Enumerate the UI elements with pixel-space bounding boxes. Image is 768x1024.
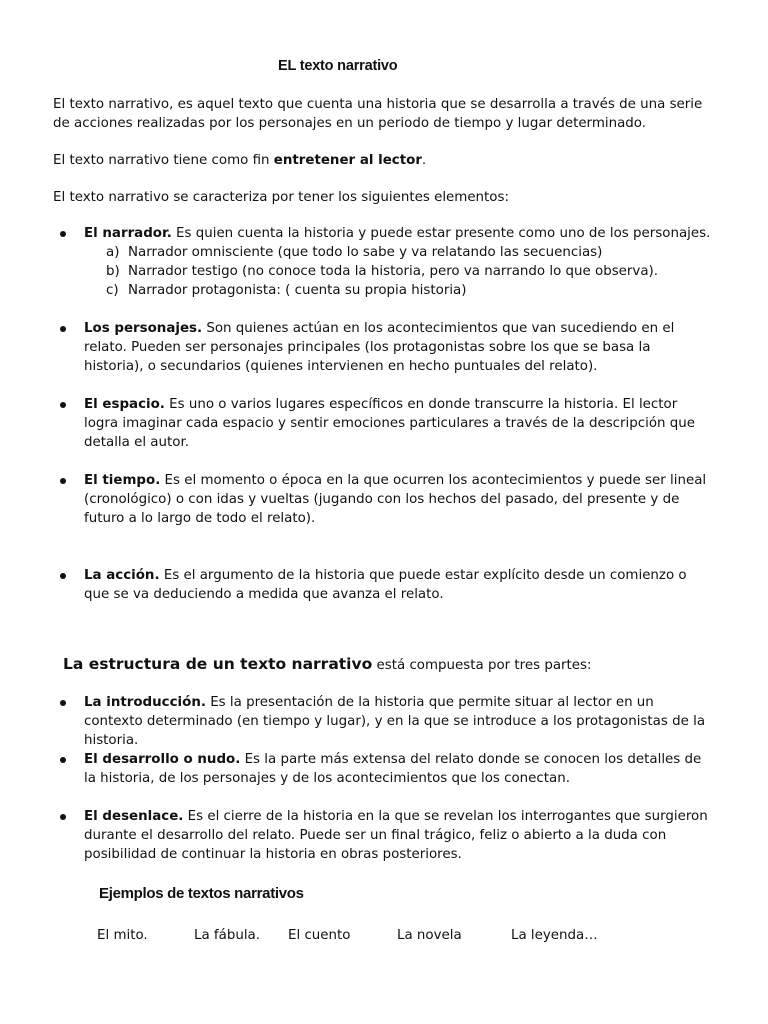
structure-item-introduccion <box>84 693 714 750</box>
subitem-marker: a) <box>106 245 120 260</box>
element-item-espacio <box>84 395 714 452</box>
subitem-text: Narrador protagonista: ( cuenta su propia historia) <box>128 283 467 298</box>
example-item: El cuento <box>288 928 351 943</box>
structure-item-desarrollo <box>84 750 714 788</box>
structure-term: El desarrollo o nudo. <box>84 752 241 767</box>
element-text: Es uno o varios lugares específicos en donde transcurre la historia. El lector logra imaginar cada espacio y sentir emociones particulares a través de la descripción que detalla el autor. <box>84 397 696 450</box>
element-text: Son quienes actúan en los acontecimientos que van sucediendo en el relato. Pueden ser personajes principales (los protagonistas sobre los que se basa la historia), o secundarios (quienes intervienen en hecho puntuales del relato). <box>84 321 675 374</box>
structure-text: Es el cierre de la historia en la que se revelan los interrogantes que surgieron durante el desarrollo del relato. Puede ser un final trágico, feliz o abierto a la duda con posibilidad de continuar la historia en obras posteriores. <box>84 809 708 862</box>
element-item-accion <box>84 566 714 604</box>
subitem <box>106 243 706 262</box>
structure-item-desenlace <box>84 807 714 864</box>
structure-text: Es la presentación de la historia que permite situar al lector en un contexto determinado (en tiempo y lugar), y en la que se introduce a los protagonistas de la historia. <box>84 695 706 748</box>
subitem <box>106 262 706 281</box>
element-term: Los personajes. <box>84 321 203 336</box>
example-item: La leyenda… <box>511 928 598 943</box>
subitem-text: Narrador omnisciente (que todo lo sabe y va relatando las secuencias) <box>128 245 603 260</box>
element-term: La acción. <box>84 568 160 583</box>
structure-text: Es la parte más extensa del relato donde se conocen los detalles de la historia, de los personajes y de los acontecimientos que los conectan. <box>84 752 702 786</box>
element-term: El tiempo. <box>84 473 161 488</box>
bullet-icon <box>60 573 66 579</box>
purpose-prefix: El texto narrativo tiene como fin <box>53 153 274 168</box>
purpose-highlight: entretener al lector <box>273 153 422 168</box>
element-text: Es el momento o época en la que ocurren los acontecimientos y puede ser lineal (cronológico) o con idas y vueltas (jugando con los hechos del pasado, del presente y de futuro a lo largo de todo el relato). <box>84 473 707 526</box>
subitem-text: Narrador testigo (no conoce toda la historia, pero va narrando lo que observa). <box>128 264 659 279</box>
intro-paragraph: El texto narrativo, es aquel texto que cuenta una historia que se desarrolla a través de una serie de acciones realizadas por los personajes en un periodo de tiempo y lugar determinado. <box>53 97 703 131</box>
examples-title: Ejemplos de textos narrativos <box>99 885 304 902</box>
example-item: La novela <box>397 928 462 943</box>
purpose-paragraph <box>53 151 713 170</box>
bullet-icon <box>60 478 66 484</box>
purpose-suffix: . <box>421 153 427 168</box>
structure-intro-text: está compuesta por tres partes: <box>372 658 592 673</box>
structure-intro <box>63 655 592 675</box>
subitem-marker: c) <box>106 283 119 298</box>
element-text: Es quien cuenta la historia y puede estar presente como uno de los personajes. <box>171 226 711 241</box>
bullet-icon <box>60 814 66 820</box>
subitem-marker: b) <box>106 264 120 279</box>
bullet-icon <box>60 231 66 237</box>
element-term: El espacio. <box>84 397 165 412</box>
bullet-icon <box>60 757 66 763</box>
structure-heading: La estructura de un texto narrativo <box>63 655 373 673</box>
structure-term: El desenlace. <box>84 809 184 824</box>
bullet-icon <box>60 326 66 332</box>
document-title: EL texto narrativo <box>278 58 398 74</box>
structure-term: La introducción. <box>84 695 206 710</box>
element-text: Es el argumento de la historia que puede estar explícito desde un comienzo o que se va deduciendo a medida que avanza el relato. <box>84 568 687 602</box>
elements-intro: El texto narrativo se caracteriza por tener los siguientes elementos: <box>53 190 509 205</box>
example-item: La fábula. <box>194 928 261 943</box>
bullet-icon <box>60 700 66 706</box>
element-item-personajes <box>84 319 714 376</box>
example-item: El mito. <box>97 928 148 943</box>
bullet-icon <box>60 402 66 408</box>
subitem <box>106 281 706 300</box>
element-item-tiempo <box>84 471 714 528</box>
element-term: El narrador. <box>84 226 172 241</box>
element-item-narrador <box>84 224 714 243</box>
